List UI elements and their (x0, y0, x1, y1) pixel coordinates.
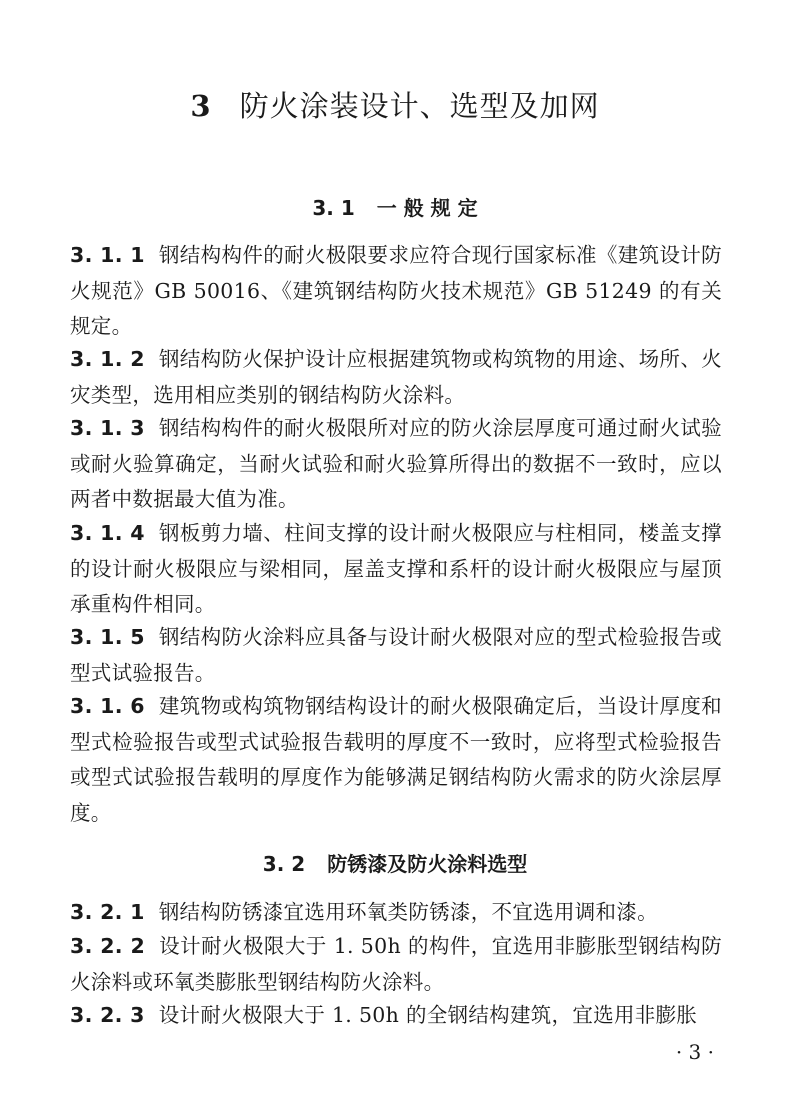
page-number: · 3 · (675, 1040, 714, 1064)
clause-3-1-1 (70, 238, 722, 345)
clause-3-1-3 (70, 411, 722, 518)
clause-number: 3. 2. 3 (70, 1003, 145, 1027)
clause-3-1-4 (70, 516, 722, 623)
clause-text: 建筑物或构筑物钢结构设计的耐火极限确定后，当设计厚度和型式检验报告或型式试验报告载明的厚度不一致时，应将型式检验报告或型式试验报告载明的厚度作为能够满足钢结构防火需求的防火涂层厚度。 (70, 694, 722, 825)
clause-3-2-3 (70, 998, 722, 1034)
chapter-title-text: 防火涂装设计、选型及加网 (239, 89, 600, 123)
chapter-title (0, 84, 790, 125)
clause-text: 钢结构防锈漆宜选用环氧类防锈漆，不宜选用调和漆。 (158, 900, 658, 924)
section-title-3-2 (0, 848, 790, 877)
section-number: 3. 2 (262, 852, 306, 876)
clause-3-1-5 (70, 620, 722, 691)
section-title-3-1 (0, 192, 790, 221)
clause-number: 3. 1. 1 (70, 243, 145, 267)
clause-number: 3. 1. 6 (70, 694, 145, 718)
chapter-number: 3 (190, 89, 212, 123)
clause-text: 钢板剪力墙、柱间支撑的设计耐火极限应与柱相同，楼盖支撑的设计耐火极限应与梁相同，屋盖支撑和系杆的设计耐火极限应与屋顶承重构件相同。 (70, 521, 722, 616)
clause-3-2-1 (70, 895, 722, 931)
clause-text: 钢结构防火保护设计应根据建筑物或构筑物的用途、场所、火灾类型，选用相应类别的钢结构防火涂料。 (70, 347, 722, 407)
section-number: 3. 1 (312, 196, 355, 220)
clause-text: 钢结构构件的耐火极限所对应的防火涂层厚度可通过耐火试验或耐火验算确定，当耐火试验和耐火验算所得出的数据不一致时，应以两者中数据最大值为准。 (70, 416, 722, 511)
section-title-text: 防锈漆及防火涂料选型 (327, 852, 528, 876)
clause-text: 钢结构防火涂料应具备与设计耐火极限对应的型式检验报告或型式试验报告。 (70, 625, 722, 685)
clause-3-1-6 (70, 689, 722, 831)
clause-3-1-2 (70, 342, 722, 413)
clause-number: 3. 1. 3 (70, 416, 145, 440)
clause-number: 3. 1. 4 (70, 521, 145, 545)
clause-number: 3. 2. 1 (70, 900, 145, 924)
clause-text: 设计耐火极限大于 1. 50h 的构件，宜选用非膨胀型钢结构防火涂料或环氧类膨胀型钢结构防火涂料。 (70, 934, 722, 994)
clause-number: 3. 1. 5 (70, 625, 145, 649)
section-title-text: 一 般 规 定 (376, 196, 478, 220)
clause-text: 设计耐火极限大于 1. 50h 的全钢结构建筑，宜选用非膨胀 (158, 1003, 698, 1027)
clause-3-2-2 (70, 929, 722, 1000)
clause-text: 钢结构构件的耐火极限要求应符合现行国家标准《建筑设计防火规范》GB 50016、《建筑钢结构防火技术规范》GB 51249 的有关规定。 (70, 243, 722, 338)
clause-number: 3. 2. 2 (70, 934, 146, 958)
clause-number: 3. 1. 2 (70, 347, 145, 371)
